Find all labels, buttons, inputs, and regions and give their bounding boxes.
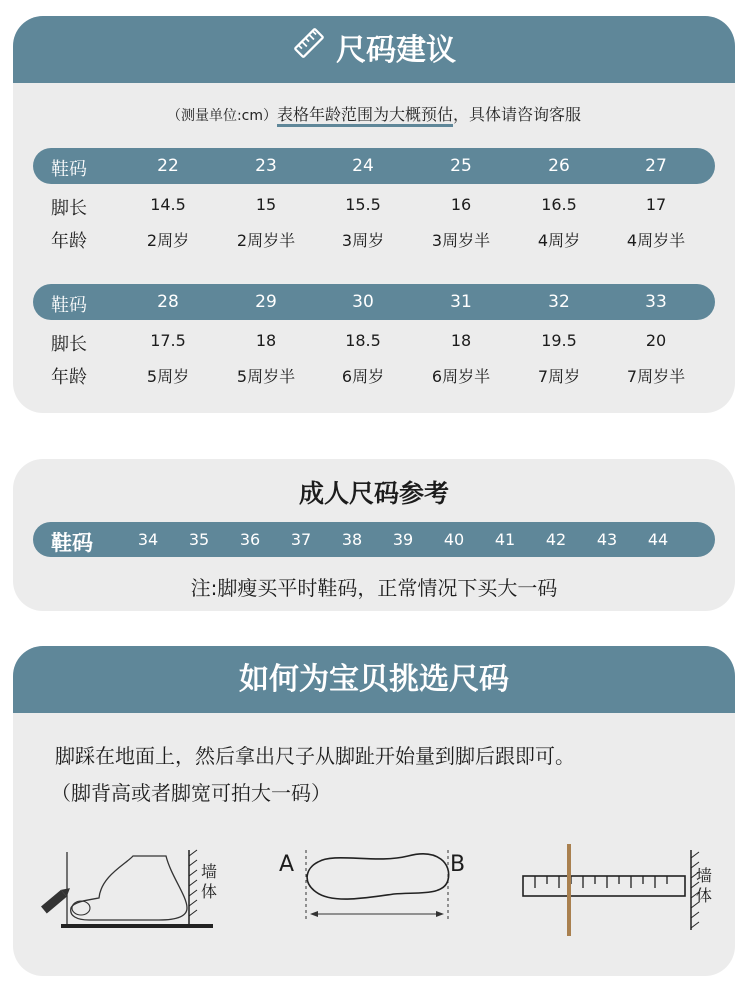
adult-size-label: 鞋码 xyxy=(51,531,93,555)
size-cell: 24 xyxy=(352,156,374,176)
point-b-label: B xyxy=(450,852,466,877)
age-cell: 5周岁 xyxy=(146,367,190,386)
foot-length-cell: 18 xyxy=(450,331,472,350)
age-cell: 7周岁 xyxy=(537,367,581,386)
foot-length-cell: 17.5 xyxy=(150,331,186,350)
wall-label-1: 墙 体 xyxy=(201,862,218,901)
adult-size-cell: 39 xyxy=(392,530,414,549)
size-cell: 28 xyxy=(157,292,179,312)
adult-size-cell: 38 xyxy=(341,530,363,549)
ruler-wall-illustration xyxy=(521,844,701,944)
age-cell: 6周岁 xyxy=(341,367,385,386)
size-cell: 33 xyxy=(645,292,667,312)
foot-length-cell: 18.5 xyxy=(345,331,381,350)
age-cell: 2周岁半 xyxy=(236,231,296,250)
note-unit: （测量单位:cm） xyxy=(166,108,278,124)
size-row-label: 鞋码 xyxy=(51,295,87,316)
foot-length-cell: 19.5 xyxy=(541,331,577,350)
point-a-label: A xyxy=(279,852,295,877)
length-row-label: 脚长 xyxy=(51,198,87,219)
size-cell: 32 xyxy=(548,292,570,312)
foot-length-cell: 18 xyxy=(255,331,277,350)
adult-size-card xyxy=(13,459,735,611)
foot-length-cell: 20 xyxy=(645,331,667,350)
size-guide-card xyxy=(13,16,735,413)
adult-size-cell: 42 xyxy=(545,530,567,549)
size-guide-title: 尺码建议 xyxy=(336,33,456,68)
length-row-label: 脚长 xyxy=(51,334,87,355)
age-cell: 4周岁半 xyxy=(626,231,686,250)
age-cell: 5周岁半 xyxy=(236,367,296,386)
foot-length-cell: 15.5 xyxy=(345,195,381,214)
adult-size-cell: 35 xyxy=(188,530,210,549)
size-cell: 27 xyxy=(645,156,667,176)
age-cell: 4周岁 xyxy=(537,231,581,250)
foot-wall-illustration xyxy=(41,846,221,956)
age-cell: 3周岁半 xyxy=(431,231,491,250)
wall-label-2: 墙 体 xyxy=(696,866,713,905)
adult-size-cell: 36 xyxy=(239,530,261,549)
size-guide-header xyxy=(13,16,735,83)
adult-size-title: 成人尺码参考 xyxy=(298,479,449,508)
size-cell: 31 xyxy=(450,292,472,312)
foot-length-cell: 16.5 xyxy=(541,195,577,214)
size-row-label: 鞋码 xyxy=(51,159,87,180)
foot-length-cell: 17 xyxy=(645,195,667,214)
foot-length-cell: 14.5 xyxy=(150,195,186,214)
foot-length-cell: 16 xyxy=(450,195,472,214)
age-row-label: 年龄 xyxy=(51,231,87,252)
size-cell: 23 xyxy=(255,156,277,176)
age-cell: 3周岁 xyxy=(341,231,385,250)
ruler-icon xyxy=(292,17,326,84)
adult-size-cell: 37 xyxy=(290,530,312,549)
foot-outline-illustration xyxy=(298,842,478,932)
adult-size-cell: 43 xyxy=(596,530,618,549)
note-underlined: 表格年龄范围为大概预估 xyxy=(277,105,453,127)
age-cell: 6周岁半 xyxy=(431,367,491,386)
size-cell: 26 xyxy=(548,156,570,176)
foot-length-cell: 15 xyxy=(255,195,277,214)
pencil-icon xyxy=(41,885,73,914)
size-cell: 29 xyxy=(255,292,277,312)
adult-size-bar xyxy=(33,522,715,557)
howto-line1: 脚踩在地面上，然后拿出尺子从脚趾开始量到脚后跟即可。 xyxy=(55,744,575,768)
adult-size-cell: 40 xyxy=(443,530,465,549)
size-guide-note xyxy=(13,102,735,125)
adult-size-cell: 34 xyxy=(137,530,159,549)
howto-card xyxy=(13,646,735,976)
size-cell: 25 xyxy=(450,156,472,176)
adult-size-cell: 44 xyxy=(647,530,669,549)
age-row-label: 年龄 xyxy=(51,367,87,388)
adult-size-note: 注:脚瘦买平时鞋码，正常情况下买大一码 xyxy=(190,576,558,600)
adult-size-cell: 41 xyxy=(494,530,516,549)
note-suffix: ，具体请咨询客服 xyxy=(453,105,582,124)
howto-header: 如何为宝贝挑选尺码 xyxy=(13,646,735,713)
age-cell: 2周岁 xyxy=(146,231,190,250)
size-cell: 22 xyxy=(157,156,179,176)
age-cell: 7周岁半 xyxy=(626,367,686,386)
size-cell: 30 xyxy=(352,292,374,312)
howto-line2: （脚背高或者脚宽可拍大一码） xyxy=(51,781,331,805)
